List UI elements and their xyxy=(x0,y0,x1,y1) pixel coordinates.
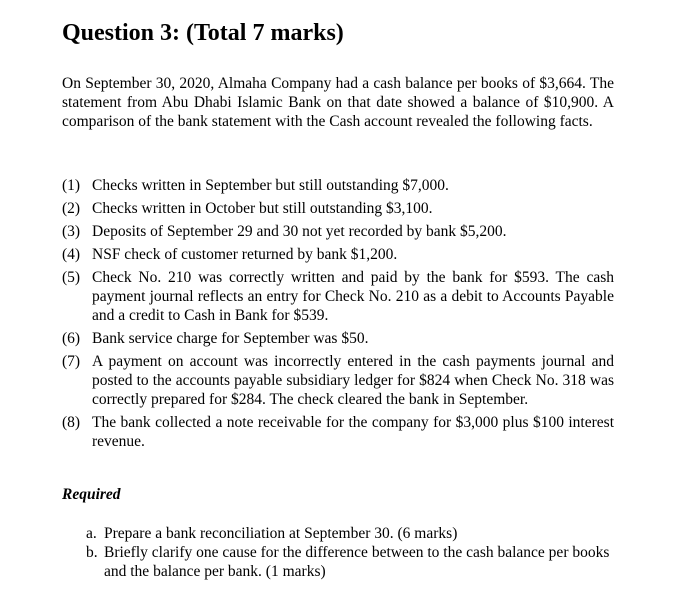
fact-number: (8) xyxy=(62,414,81,431)
fact-text: Check No. 210 was correctly written and paid by the bank for $593. The cash payment journal reflects an entry for Check No. 210 as a debit to Accounts Payable and a credit to Cash in Bank for $539. xyxy=(92,269,614,324)
task-letter: b. xyxy=(86,544,98,561)
fact-text: The bank collected a note receivable for the company for $3,000 plus $100 interest revenue. xyxy=(92,414,614,450)
task-letter: a. xyxy=(86,525,97,542)
fact-text: Checks written in September but still outstanding $7,000. xyxy=(92,177,449,194)
fact-text: Checks written in October but still outstanding $3,100. xyxy=(92,200,433,217)
fact-item xyxy=(62,222,614,241)
fact-number: (1) xyxy=(62,177,81,194)
task-item xyxy=(86,524,614,543)
fact-number: (4) xyxy=(62,246,81,263)
fact-item xyxy=(62,352,614,409)
required-heading: Required xyxy=(62,486,121,503)
fact-item xyxy=(62,268,614,325)
fact-text: A payment on account was incorrectly entered in the cash payments journal and posted to the accounts payable subsidiary ledger for $824 when Check No. 318 was correctly prepared for $284. The check cleared the bank in September. xyxy=(92,353,614,408)
fact-item xyxy=(62,245,614,264)
fact-number: (6) xyxy=(62,330,81,347)
intro-paragraph: On September 30, 2020, Almaha Company had a cash balance per books of $3,664. The statement from Abu Dhabi Islamic Bank on that date showed a balance of $10,900. A comparison of the bank statement with the Cash account revealed the following facts. xyxy=(62,75,614,130)
fact-number: (5) xyxy=(62,269,81,286)
task-text: Prepare a bank reconciliation at September 30. (6 marks) xyxy=(104,525,458,542)
fact-item xyxy=(62,199,614,218)
fact-number: (7) xyxy=(62,353,81,370)
question-title: Question 3: (Total 7 marks) xyxy=(62,20,344,46)
fact-text: NSF check of customer returned by bank $1,200. xyxy=(92,246,398,263)
tasks-list xyxy=(86,524,614,581)
fact-number: (2) xyxy=(62,200,81,217)
task-item xyxy=(86,543,614,581)
fact-item xyxy=(62,176,614,195)
fact-number: (3) xyxy=(62,223,81,240)
fact-text: Deposits of September 29 and 30 not yet recorded by bank $5,200. xyxy=(92,223,507,240)
fact-item xyxy=(62,329,614,348)
task-text: Briefly clarify one cause for the difference between to the cash balance per books and the balance per bank. (1 marks) xyxy=(104,544,610,580)
facts-list xyxy=(62,176,614,455)
fact-text: Bank service charge for September was $50. xyxy=(92,330,369,347)
fact-item xyxy=(62,413,614,451)
